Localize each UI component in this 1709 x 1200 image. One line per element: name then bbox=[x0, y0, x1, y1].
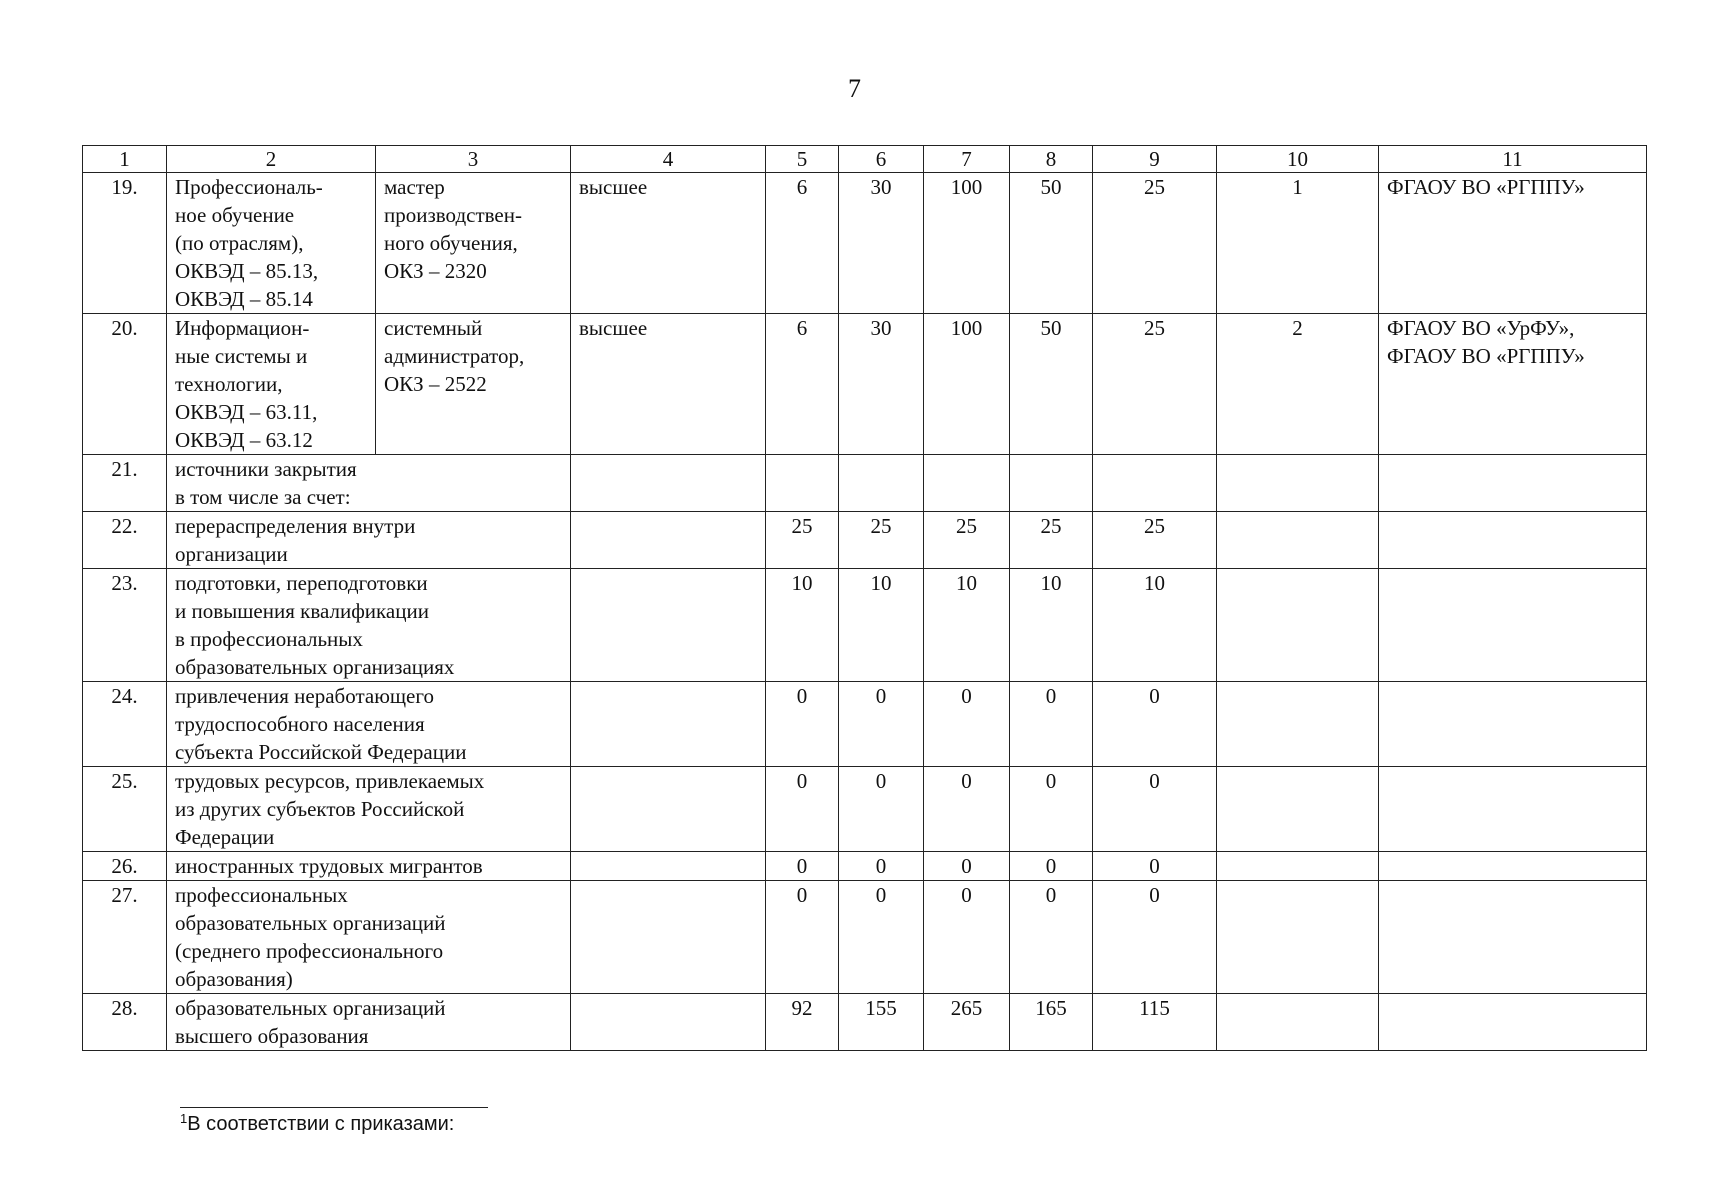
empty-cell bbox=[1217, 569, 1379, 682]
column-header: 10 bbox=[1217, 146, 1379, 173]
value-cell: 0 bbox=[839, 767, 924, 852]
empty-cell bbox=[571, 682, 766, 767]
column-header: 9 bbox=[1093, 146, 1217, 173]
source-label: профессиональных образовательных организаций (среднего профессионального образования) bbox=[167, 881, 571, 994]
source-label: подготовки, переподготовки и повышения квалификации в профессиональных образовательных организациях bbox=[167, 569, 571, 682]
footnote-marker: 1 bbox=[180, 1111, 188, 1126]
value-cell: 265 bbox=[924, 994, 1010, 1051]
empty-cell bbox=[1379, 994, 1647, 1051]
empty-cell bbox=[571, 512, 766, 569]
value-cell: 25 bbox=[839, 512, 924, 569]
source-label: источники закрытия в том числе за счет: bbox=[167, 455, 571, 512]
column-header: 4 bbox=[571, 146, 766, 173]
value-cell: 0 bbox=[766, 682, 839, 767]
empty-cell bbox=[1379, 767, 1647, 852]
table-row bbox=[83, 512, 1647, 569]
value-cell: 25 bbox=[1010, 512, 1093, 569]
profession-cell: мастер производствен- ного обучения, ОКЗ – 2320 bbox=[376, 173, 571, 314]
value-cell: 0 bbox=[1093, 767, 1217, 852]
value-cell: 10 bbox=[766, 569, 839, 682]
empty-cell bbox=[1217, 682, 1379, 767]
institution-cell: ФГАОУ ВО «УрФУ», ФГАОУ ВО «РГППУ» bbox=[1379, 314, 1647, 455]
empty-cell bbox=[1379, 881, 1647, 994]
row-number: 20. bbox=[83, 314, 167, 455]
source-label: привлечения неработающего трудоспособного населения субъекта Российской Федерации bbox=[167, 682, 571, 767]
empty-cell bbox=[1379, 569, 1647, 682]
value-cell: 30 bbox=[839, 173, 924, 314]
empty-cell bbox=[571, 767, 766, 852]
empty-cell bbox=[571, 881, 766, 994]
table-row bbox=[83, 767, 1647, 852]
value-cell bbox=[1010, 455, 1093, 512]
table-row bbox=[83, 852, 1647, 881]
value-cell: 0 bbox=[1010, 682, 1093, 767]
row-number: 22. bbox=[83, 512, 167, 569]
page-number: 7 bbox=[848, 74, 861, 103]
row-number: 21. bbox=[83, 455, 167, 512]
table-row bbox=[83, 173, 1647, 314]
source-label: иностранных трудовых мигрантов bbox=[167, 852, 571, 881]
data-table bbox=[82, 145, 1647, 1051]
source-label: перераспределения внутри организации bbox=[167, 512, 571, 569]
table-row bbox=[83, 994, 1647, 1051]
column-header: 8 bbox=[1010, 146, 1093, 173]
empty-cell bbox=[1217, 455, 1379, 512]
profession-cell: системный администратор, ОКЗ – 2522 bbox=[376, 314, 571, 455]
table-row bbox=[83, 455, 1647, 512]
value-cell bbox=[1093, 455, 1217, 512]
empty-cell bbox=[571, 455, 766, 512]
value-cell: 25 bbox=[1093, 314, 1217, 455]
education-level-cell: высшее bbox=[571, 314, 766, 455]
value-cell: 165 bbox=[1010, 994, 1093, 1051]
source-label: образовательных организаций высшего образования bbox=[167, 994, 571, 1051]
value-cell: 0 bbox=[766, 767, 839, 852]
source-label: трудовых ресурсов, привлекаемых из других субъектов Российской Федерации bbox=[167, 767, 571, 852]
value-cell: 25 bbox=[1093, 173, 1217, 314]
empty-cell bbox=[571, 852, 766, 881]
footnote-text: В соответствии с приказами: bbox=[187, 1113, 455, 1135]
value-cell: 50 bbox=[1010, 314, 1093, 455]
value-cell: 0 bbox=[766, 881, 839, 994]
value-cell: 0 bbox=[1093, 682, 1217, 767]
value-cell: 0 bbox=[766, 852, 839, 881]
value-cell: 0 bbox=[924, 767, 1010, 852]
column-header: 5 bbox=[766, 146, 839, 173]
value-cell: 92 bbox=[766, 994, 839, 1051]
empty-cell bbox=[1379, 852, 1647, 881]
empty-cell bbox=[1379, 512, 1647, 569]
column-header: 3 bbox=[376, 146, 571, 173]
value-cell: 10 bbox=[839, 569, 924, 682]
row-number: 28. bbox=[83, 994, 167, 1051]
row-number: 19. bbox=[83, 173, 167, 314]
specialty-cell: Профессиональ- ное обучение (по отраслям), ОКВЭД – 85.13, ОКВЭД – 85.14 bbox=[167, 173, 376, 314]
value-cell: 10 bbox=[924, 569, 1010, 682]
value-cell bbox=[924, 455, 1010, 512]
value-cell: 0 bbox=[1093, 852, 1217, 881]
value-cell: 0 bbox=[924, 682, 1010, 767]
table-row bbox=[83, 569, 1647, 682]
column-header: 11 bbox=[1379, 146, 1647, 173]
value-cell: 1 bbox=[1217, 173, 1379, 314]
row-number: 27. bbox=[83, 881, 167, 994]
table-row bbox=[83, 314, 1647, 455]
value-cell: 100 bbox=[924, 314, 1010, 455]
row-number: 26. bbox=[83, 852, 167, 881]
empty-cell bbox=[1217, 767, 1379, 852]
column-header: 7 bbox=[924, 146, 1010, 173]
value-cell: 0 bbox=[839, 682, 924, 767]
empty-cell bbox=[571, 994, 766, 1051]
value-cell: 10 bbox=[1010, 569, 1093, 682]
value-cell: 0 bbox=[924, 852, 1010, 881]
table-row bbox=[83, 881, 1647, 994]
footnote-rule bbox=[180, 1107, 488, 1108]
footnote bbox=[180, 1113, 454, 1136]
column-header: 1 bbox=[83, 146, 167, 173]
value-cell: 25 bbox=[1093, 512, 1217, 569]
value-cell: 2 bbox=[1217, 314, 1379, 455]
value-cell: 30 bbox=[839, 314, 924, 455]
empty-cell bbox=[1217, 994, 1379, 1051]
specialty-cell: Информацион- ные системы и технологии, ОКВЭД – 63.11, ОКВЭД – 63.12 bbox=[167, 314, 376, 455]
table-header-row bbox=[83, 146, 1647, 173]
value-cell: 0 bbox=[1010, 852, 1093, 881]
empty-cell bbox=[1379, 455, 1647, 512]
value-cell: 0 bbox=[839, 881, 924, 994]
value-cell: 25 bbox=[766, 512, 839, 569]
empty-cell bbox=[1217, 512, 1379, 569]
value-cell: 100 bbox=[924, 173, 1010, 314]
empty-cell bbox=[1217, 852, 1379, 881]
value-cell: 50 bbox=[1010, 173, 1093, 314]
row-number: 23. bbox=[83, 569, 167, 682]
empty-cell bbox=[1217, 881, 1379, 994]
education-level-cell: высшее bbox=[571, 173, 766, 314]
column-header: 6 bbox=[839, 146, 924, 173]
value-cell: 0 bbox=[1010, 881, 1093, 994]
value-cell: 0 bbox=[924, 881, 1010, 994]
column-header: 2 bbox=[167, 146, 376, 173]
row-number: 25. bbox=[83, 767, 167, 852]
value-cell bbox=[766, 455, 839, 512]
value-cell: 0 bbox=[1010, 767, 1093, 852]
value-cell: 6 bbox=[766, 173, 839, 314]
value-cell: 155 bbox=[839, 994, 924, 1051]
empty-cell bbox=[571, 569, 766, 682]
institution-cell: ФГАОУ ВО «РГППУ» bbox=[1379, 173, 1647, 314]
value-cell: 0 bbox=[1093, 881, 1217, 994]
empty-cell bbox=[1379, 682, 1647, 767]
value-cell: 6 bbox=[766, 314, 839, 455]
value-cell bbox=[839, 455, 924, 512]
table-row bbox=[83, 682, 1647, 767]
value-cell: 115 bbox=[1093, 994, 1217, 1051]
row-number: 24. bbox=[83, 682, 167, 767]
value-cell: 10 bbox=[1093, 569, 1217, 682]
value-cell: 0 bbox=[839, 852, 924, 881]
value-cell: 25 bbox=[924, 512, 1010, 569]
